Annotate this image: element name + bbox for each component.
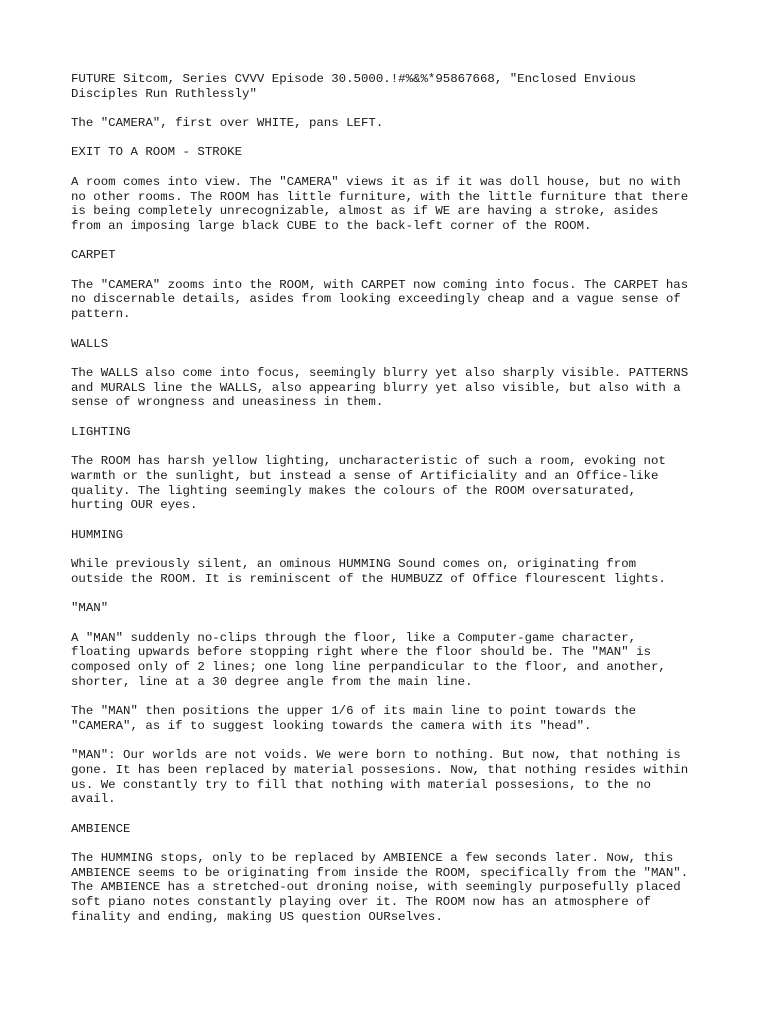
section-heading-lighting: LIGHTING bbox=[71, 424, 131, 439]
scene-description: The ROOM has harsh yellow lighting, uncharacteristic of such a room, evoking not warmth or the sunlight, but instead a sense of Artificiality and an Office-like quality. The lighting seemingly makes the colours of the ROOM oversaturated, hurting OUR eyes. bbox=[71, 454, 666, 513]
scene-description: The WALLS also come into focus, seemingly blurry yet also sharply visible. PATTERNS and MURALS line the WALLS, also appearing blurry yet also visible, but also with a sense of wrongness and uneasiness in them. bbox=[71, 365, 689, 410]
section-heading-exit: EXIT TO A ROOM - STROKE bbox=[71, 145, 243, 160]
scene-description: A "MAN" suddenly no-clips through the floor, like a Computer-game character, floating upwards before stopping right where the floor should be. The "MAN" is composed only of 2 lines; one long line perpandicular to the floor, and another, shorter, line at a 30 degree angle from the main line. bbox=[71, 630, 666, 689]
section-heading-humming: HUMMING bbox=[71, 527, 124, 542]
scene-direction: The "CAMERA", first over WHITE, pans LEFT. bbox=[71, 116, 384, 131]
section-heading-walls: WALLS bbox=[71, 336, 109, 351]
section-heading-ambience: AMBIENCE bbox=[71, 821, 131, 836]
script-page bbox=[71, 72, 711, 939]
scene-description: The "CAMERA" zooms into the ROOM, with CARPET now coming into focus. The CARPET has no discernable details, asides from looking exceedingly cheap and a vague sense of pattern. bbox=[71, 277, 689, 322]
section-heading-carpet: CARPET bbox=[71, 248, 116, 263]
scene-description: The HUMMING stops, only to be replaced by AMBIENCE a few seconds later. Now, this AMBIENCE seems to be originating from inside the ROOM, specifically from the "MAN". The AMBIENCE has a stretched-out droning noise, with seemingly purposefully placed soft piano notes constantly playing over it. The ROOM now has an atmosphere of finality and ending, making US question OURselves. bbox=[71, 851, 689, 924]
scene-description: The "MAN" then positions the upper 1/6 of its main line to point towards the "CAMERA", as if to suggest looking towards the camera with its "head". bbox=[71, 704, 637, 733]
dialogue-man: "MAN": Our worlds are not voids. We were born to nothing. But now, that nothing is gone. It has been replaced by material possesions. Now, that nothing resides within us. We constantly try to fill that nothing with material possesions, to the no avail. bbox=[71, 748, 689, 807]
scene-description: A room comes into view. The "CAMERA" views it as if it was doll house, but no with no other rooms. The ROOM has little furniture, with the little furniture that there is being completely unrecognizable, almost as if WE are having a stroke, asides from an imposing large black CUBE to the back-left corner of the ROOM. bbox=[71, 174, 689, 233]
script-title: FUTURE Sitcom, Series CVVV Episode 30.5000.!#%&%*95867668, "Enclosed Envious Disciples Run Ruthlessly" bbox=[71, 72, 637, 101]
section-heading-man: "MAN" bbox=[71, 601, 109, 616]
scene-description: While previously silent, an ominous HUMMING Sound comes on, originating from outside the ROOM. It is reminiscent of the HUMBUZZ of Office flourescent lights. bbox=[71, 557, 666, 586]
